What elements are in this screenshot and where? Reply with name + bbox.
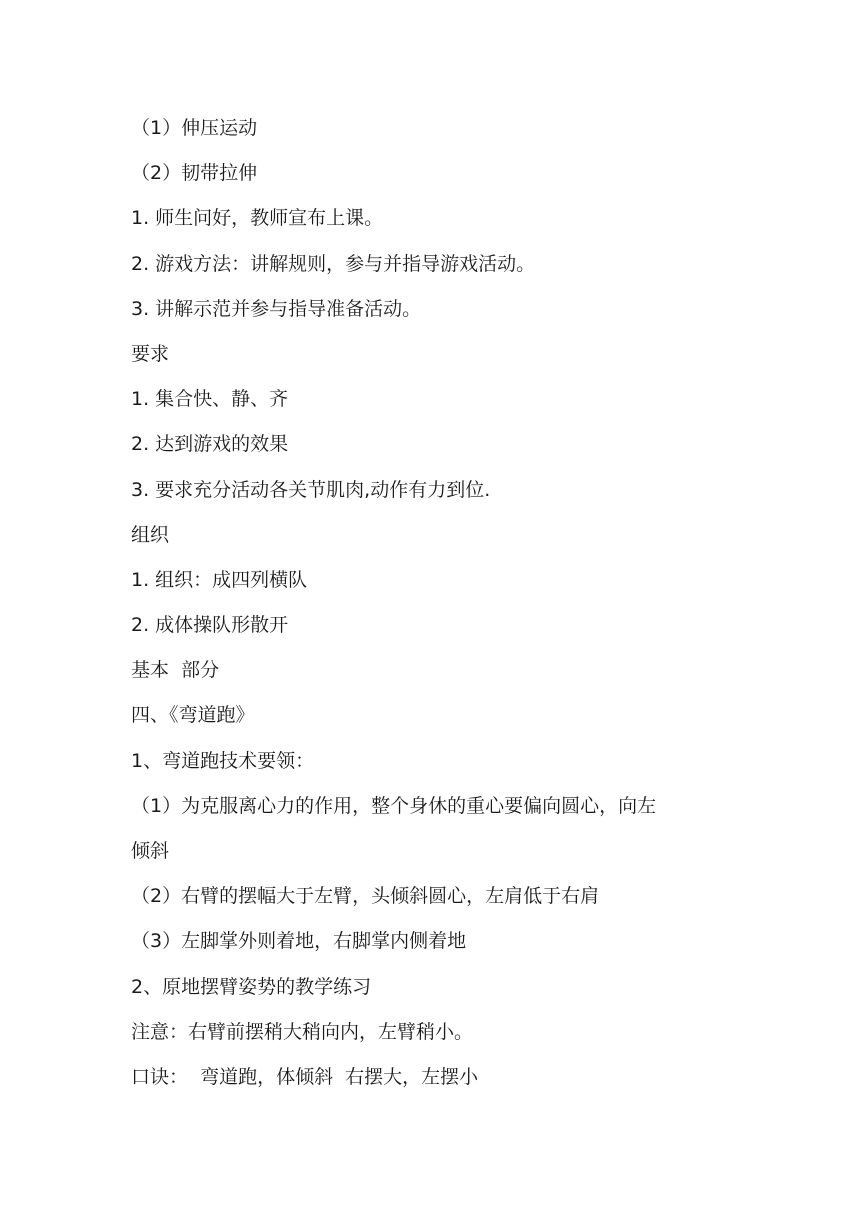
text-line: （1）为克服离心力的作用，整个身休的重心要偏向圆心，向左 (131, 794, 657, 817)
text-line: （2）韧带拉伸 (131, 162, 258, 185)
text-line: （2）右臂的摆幅大于左臂，头倾斜圆心，左肩低于右肩 (131, 885, 600, 908)
section-heading-curve-running: 四、《弯道跑》 (131, 704, 255, 727)
text-line: （3）左脚掌外则着地，右脚掌内侧着地 (131, 930, 467, 953)
text-line: 3. 要求充分活动各关节肌肉,动作有力到位. (131, 478, 491, 501)
text-line: 注意：右臂前摆稍大稍向内，左臂稍小。 (131, 1020, 474, 1043)
text-line: 1. 集合快、静、齐 (131, 388, 289, 411)
text-line: 2. 游戏方法：讲解规则，参与并指导游戏活动。 (131, 252, 536, 275)
section-heading-requirements: 要求 (131, 342, 170, 365)
text-line: 1. 组织：成四列横队 (131, 568, 308, 591)
document-body (131, 106, 751, 1100)
text-line: 2、原地摆臂姿势的教学练习 (131, 975, 372, 998)
section-heading-organization: 组织 (131, 523, 170, 546)
text-line: 倾斜 (131, 840, 170, 862)
section-heading-basic-part: 基本 部分 (131, 659, 220, 682)
text-line: 1、弯道跑技术要领： (131, 749, 315, 772)
text-line: 2. 成体操队形散开 (131, 614, 289, 637)
text-line: 口诀： 弯道跑，体倾斜 右摆大，左摆小 (131, 1065, 479, 1088)
text-line: （1）伸压运动 (131, 117, 258, 139)
text-line: 1. 师生问好，教师宣布上课。 (131, 207, 384, 230)
text-line: 2. 达到游戏的效果 (131, 433, 289, 456)
text-line: 3. 讲解示范并参与指导准备活动。 (131, 297, 422, 320)
